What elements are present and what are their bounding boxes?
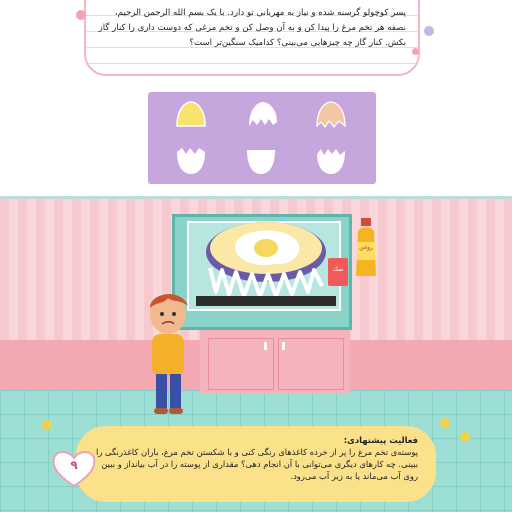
suggested-activity-card [76,426,436,502]
egg-top-half-white[interactable] [246,100,280,130]
bee-decoration-icon [440,418,450,428]
activity-title: فعالیت پیشنهادی: [343,435,418,445]
flower-decoration-icon [424,26,434,36]
activity-text: پوسته‌ی تخم مرغ را پر از خرده کاغذهای رنگی کنی و با شکستن تخم مرغ، باران کاغذرنگی را ببینی. چه کارهای دیگری می‌توانی با آن انجام دهی؟ مقداری از پوسته را در آب بیانداز و ببین روی آب می‌ماند یا به زیر آب می‌رود. [96,447,418,481]
egg-top-half-brown[interactable] [314,100,348,130]
flower-decoration-icon [412,48,419,55]
page-number: ۹ [70,458,78,472]
flower-decoration-icon [76,10,86,20]
salt-box-label: نمک [332,266,344,273]
stove-burner [196,296,336,306]
bee-decoration-icon [42,420,52,430]
egg-bottom-half-2[interactable] [244,146,278,176]
egg-bottom-half-1[interactable] [174,146,208,176]
bottle-label: روغن [359,244,373,251]
hungry-boy-illustration [142,290,194,418]
kitchen-cabinet [200,330,350,394]
egg-matching-card [148,92,376,184]
wall-trim [0,196,512,199]
egg-top-half-yellow[interactable] [174,100,208,130]
instruction-note [84,0,420,76]
bee-decoration-icon [460,432,470,442]
frying-pan-with-egg [196,212,336,302]
egg-bottom-half-3[interactable] [314,146,348,176]
instruction-text: پسر کوچولو گرسنه شده و نیاز به مهربانی تو دارد. با یک بسم الله الرحمن الرحیم، نصفه هر تخم مرغ را پیدا کن و به آن وصل کن و تخم مرغی که دوست داری را کنار گاز بکش. کنار گاز چه چیزهایی می‌بینی؟ کدامیک سنگین‌تر است؟ [98,8,406,48]
